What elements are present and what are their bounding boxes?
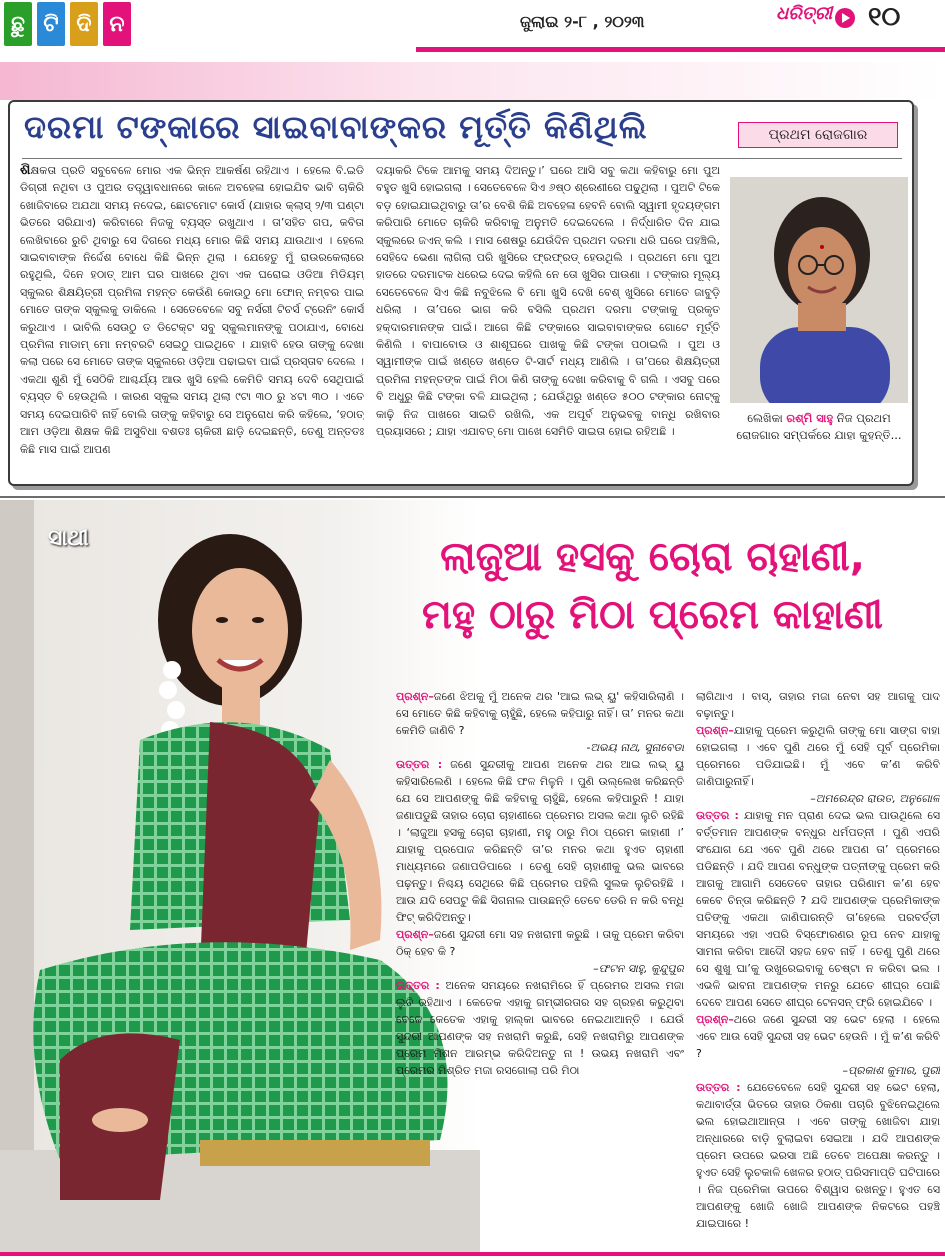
headline-line-1: ଲାଜୁଆ ହସକୁ ଚୋରା ଚାହାଣୀ,: [440, 534, 865, 580]
question-label: ପ୍ରଶ୍ନ–: [696, 724, 734, 737]
masthead: [0, 0, 945, 62]
answer-label: ଉତ୍ତର :: [396, 758, 443, 771]
logo-letter-3: ଦି: [70, 2, 98, 46]
question-1-byline: -ଅଭୟ ନାଥ, ସୁନାବେଡା: [586, 741, 684, 754]
qa-block-4: [696, 1011, 940, 1232]
article1-column-1: [20, 162, 364, 482]
article1-column-2: [376, 162, 720, 482]
article1-col1-text: କ୍ଷକତା ପ୍ରତି ସବୁବେଳେ ମୋର ଏକ ଭିନ୍ନ ଆକର୍ଷଣ ରହିଥାଏ । ହେଲେ ବି.ଇଡି ଡିଗ୍ରୀ ନଥିବା ଓ ପୁଅର ତତ୍ତ୍ୱାବଧାନରେ କାଳେ ଅବହେଳା ହୋଇଯିବ ଭାବି ଚାକିରି ଖୋଜିବାରେ ଅଯଥା ସମୟ ନଦେଇ, ଛୋଟମୋଟ କୋର୍ସ (ଯାହାର କ୍ଲାସ୍ ୨/୩ ଘଣ୍ଟା ଭିତରେ ସରିଯାଏ) କରିବାରେ ନିଜକୁ ବ୍ୟସ୍ତ ରଖୁଥାଏ । ତା’ସହିତ ଗପ, କବିତା ଲେଖିବାରେ ରୁଚି ଥିବାରୁ ସେ ଦିଗରେ ମଧ୍ୟ ମୋର କିଛି ସମୟ ଯାଉଥାଏ । ହେଲେ ସାଇବାବାଙ୍କ ନିର୍ଦ୍ଦେଶ ବୋଧେ କିଛି ଭିନ୍ନ ଥିଲା । ଯେହେତୁ ମୁଁ ରାଉରକେଲାରେ ରହୁଥିଲି, ଦିନେ ହଠାତ୍ ଆମ ଘର ପାଖରେ ଥିବା ଏକ ଘରୋଇ ଓଡିଆ ମିଡିୟମ୍ ସ୍କୁଲର ଶିକ୍ଷୟିତ୍ରୀ ପ୍ରମିଳା ମହନ୍ତ କେଉଁଣି କୋଉଠୁ ମୋ ଫୋନ୍ ନମ୍ବର ପାଇ ମୋତେ ତାଙ୍କ ସ୍କୁଲକୁ ଡାକିଲେ । ସେତେବେଳେ ସବୁ ନର୍ସରୀ ଟିଚର୍ସ ଟ୍ରେନିଂ କୋର୍ସ କରୁଥାଏ । ଭାବିଲି ସେଉଠୁ ତ ଡିଟେକ୍ଟ ସବୁ ସ୍କୁଲମାନଙ୍କୁ ପଠାଯାଏ, ବୋଧେ ପ୍ରମିଳା ମାଡାମ୍ ମୋ ନମ୍ବରଟି ସେଇଠୁ ପାଇଥିବେ । ଯାହାବି ହେଉ ତାଙ୍କୁ ଦେଖା କଲା ପରେ ସେ ମୋତେ ତାଙ୍କ ସ୍କୁଲରେ ଓଡ଼ିଆ ପଢାଇବା ପାଇଁ ପ୍ରସ୍ତାବ ଦେଲେ । ଏକଥା ଶୁଣି ମୁଁ ସେଠିକି ଆଶ୍ଚର୍ଯ୍ୟ ଆଉ ଖୁସି ହେଲି କେମିତି ସମୟ ଦେବି ସେଥିପାଇଁ ବ୍ୟସ୍ତ ବି ହେଉଥିଲି । କାରଣ ସ୍କୁଲ ସମୟ ଥିଲା ୯ଟା ୩୦ ରୁ ୪ଟା ୩୦ । ଏତେ ସମୟ ଦେଇପାରିବି ନାହିଁ ବୋଲି ତାଙ୍କୁ କହିବାରୁ ସେ ଅନୁରୋଧ କରି କହିଲେ, ‘ହଠାତ୍ ଆମ ଓଡ଼ିଆ ଶିକ୍ଷକ କିଛି ଅସୁବିଧା ବଶତଃ ଚାକିରୀ ଛାଡ଼ି ଦେଇଛନ୍ତି, ତେଣୁ ଅନ୍ତତଃ କିଛି ମାସ ପାଇଁ ଆପଣ: [20, 164, 364, 456]
headline-line-2: ମହୁ ଠାରୁ ମିଠା ପ୍ରେମ କାହାଣୀ: [421, 592, 884, 638]
author-name: ରଶ୍ମି ସାହୁ: [786, 411, 834, 425]
answer-label: ଉତ୍ତର :: [696, 1081, 741, 1094]
article1-headline: ଦରମା ଟଙ୍କାରେ ସାଇବାବାଙ୍କର ମୂର୍ତ୍ତି କିଣିଥିଲି: [24, 108, 648, 146]
brand-logo: ଧରିତ୍ରୀ: [776, 3, 833, 24]
answer-2-continued: ଲାଗିଥାଏ । ବାସ୍, ତାହାର ମଜା ନେବା ସହ ଆଗକୁ ପାଦ ବଢ଼ାନ୍ତୁ।: [696, 690, 940, 720]
logo-letter-2: ଟି: [37, 2, 65, 46]
author-photo: [730, 177, 908, 403]
qa-block-1: [396, 688, 684, 926]
answer-2: ଅନେକ ସମୟରେ ନଖରାମିରେ ହିଁ ପ୍ରେମର ଅସଲ ମଜା ଲୁଚି ରହିଥାଏ । କେତେକ ଏହାକୁ ଗମ୍ଭୀରତାର ସହ ଗ୍ରହଣ କରୁଥିବା ବେଳେ କେତେକ ଏହାକୁ ହାଲ୍କା ଭାବରେ ନେଇଥାଆନ୍ତି । ଯେଉଁ ସୁନ୍ଦରୀ ଆପଣଙ୍କ ସହ ନଖରାମି କରୁଛି, ସେହି ନଖରାମିରୁ ଆପଣଙ୍କ ପ୍ରେମ ମିଶନ ଆରମ୍ଭ କରିଦିଅନ୍ତୁ ନା ! ଉଭୟ ନଖରାମି ଏବଂ ପ୍ରେମର ମିଶ୍ରିତ ମଜା ରସଗୋଲା ପରି ମିଠା: [396, 979, 684, 1077]
answer-4: ଯେତେବେଳେ ସେହି ସୁନ୍ଦରୀ ସହ ଭେଟ ହେଲା, କଥାବାର୍ତ୍ତା ଭିତରେ ତାହାର ଠିକଣା ପଚାରି ବୁଝିନେଇଥିଲେ ଭଲ ହୋଇଥାଆନ୍ତା । ଏବେ ତାଙ୍କୁ ଖୋଜିବା ଯାହା ଅନ୍ଧାରରେ ବାଡ଼ି ବୁଲାଇବା ସେଇଆ । ଯଦି ଆପଣଙ୍କ ପ୍ରେମ ଉପରେ ଭରସା ଅଛି ତେବେ ଅପେକ୍ଷା କରନ୍ତୁ । ହୁଏତ ସେହି ଲୁଚକାଳି ଖେଳର ହଠାତ୍ ପରିସମାପ୍ତି ଘଟିପାରେ । ନିଜ ପ୍ରେମିକା ଉପରେ ବିଶ୍ୱାସ ରଖନ୍ତୁ। ହୁଏତ ସେ ଆପଣଙ୍କୁ ଖୋଜି ଖୋଜି ଆପଣଙ୍କ ନିକଟରେ ପହଞ୍ଚି ଯାଇପାରେ !: [696, 1081, 940, 1230]
article1-divider: [22, 158, 902, 159]
qa-block-3: [696, 722, 940, 1011]
author-portrait-illustration: [730, 177, 908, 403]
answer-label: ଉତ୍ତର :: [696, 809, 739, 822]
caption-prefix: ଲେଖିକା: [747, 411, 787, 425]
question-1: ଜଣେ ଝିଅକୁ ମୁଁ ଅନେକ ଥର 'ଆଇ ଲଭ୍ ୟୁ' କହିସାରିଲାଣି । ସେ ମୋତେ କିଛି କହିବାକୁ ଚାହୁଁଛି, ହେଲେ କହିପାରୁ ନାହିଁ। ତା’ ମନର କଥା କେମିତି ଜାଣିବି ?: [396, 690, 684, 737]
qa-column-2: [696, 688, 940, 1238]
answer-1: ଜଣେ ସୁନ୍ଦରୀକୁ ଆପଣ ଅନେକ ଥର ଆଇ ଲଭ୍ ୟୁ କହିସାରିଲେଣି । ହେଲେ କିଛି ଫଳ ମିଳୁନି । ପୁଣି ଉଲ୍ଲେଖ କରିଛନ୍ତି ଯେ ସେ ଆପଣଙ୍କୁ କିଛି କହିବାକୁ ଚାହୁଁଛି, ହେଲେ କହିପାରୁନି ! ଯାହା ଜଣାପଡୁଛି ତାହାର ଚୋରା ଚାହାଣୀରେ ପ୍ରେମର ଅସଲ କଥା ଲୁଚି ରହିଛି । ‘ଲାଜୁଆ ହସକୁ ଚୋରା ଚାହାଣୀ, ମହୁ ଠାରୁ ମିଠା ପ୍ରେମ କାହାଣୀ ।’ ଯାହାକୁ ପ୍ରପୋଜ କରିଛନ୍ତି ତା’ର ମନର କଥା ହୁଏତ ଚାହାଣୀ ମାଧ୍ୟମରେ ଜଣାପଡିପାରେ । ତେଣୁ ସେହି ଚାହାଣୀକୁ ଭଲ ଭାବରେ ପଢ଼ନ୍ତୁ। ନିଶ୍ଚୟ ସେଥିରେ କିଛି ପ୍ରେମର ପହିଲି ସୁଲକ ଲୁଚିରହିଛି । ଆଉ ଯଦି ସେପଟୁ କିଛି ସିଗନାଲ ପାଉଛନ୍ତି ତେବେ ଡେରି ନ କରି ବନ୍ଧି ଫିଟ୍ କରିଦିଅନ୍ତୁ।: [396, 758, 684, 924]
section-label: ସାଥୀ: [48, 526, 89, 551]
author-caption: [730, 410, 908, 444]
question-label: ପ୍ରଶ୍ନ–: [396, 928, 434, 941]
issue-date: ଜୁଲାଇ ୨-୮ , ୨୦୨୩: [520, 12, 645, 31]
section-divider: [0, 496, 945, 498]
header-rule: [416, 47, 945, 52]
question-4-byline: –ପ୍ରକାଶ କୁମାର, ପୁରୀ: [842, 1064, 940, 1077]
logo-letter-4: ନ: [103, 2, 131, 46]
article2-headline: [360, 528, 945, 644]
question-label: ପ୍ରଶ୍ନ–: [396, 690, 434, 703]
caption-suffix: ନିଜ ପ୍ରଥମ ରୋଜଗାର ସମ୍ପର୍କରେ ଯାହା କୁହନ୍ତି...: [736, 411, 902, 442]
article1-tag: ପ୍ରଥମ ରୋଜଗାର: [738, 122, 898, 148]
article1-col2-text: ଦୟାକରି ଟିକେ ଆମକୁ ସମୟ ଦିଅନ୍ତୁ।’ ଘରେ ଆସି ସବୁ କଥା କହିବାରୁ ମୋ ପୁଅ ବହୁତ ଖୁସି ହୋଇଗଲା । ସେତେବେଳେ ସିଏ ୬ଷ୍ଠ ଶ୍ରେଣୀରେ ପଢୁଥିଲା । ପୁଅଟି ଟିକେ ବଡ଼ ହୋଇଯାଇଥିବାରୁ ତା’ର ବେଶି କିଛି ଅବହେଳା ହେବନି ବୋଲି ସ୍ୱାମୀ ହୃଦୟଙ୍ଗମ କରିପାରି ମୋତେ ଚାକିରି କରିବାକୁ ଅନୁମତି ଦେଇଦେଲେ । ନିର୍ଦ୍ଧାରିତ ଦିନ ଯାଇ ସ୍କୁଲରେ ଜଏନ୍ କଲି । ମାସ ଶେଷରୁ ଯେଉଁଦିନ ପ୍ରଥମ ଦରମା ଧରି ଘରେ ପହଞ୍ଚିଲି, ସେହିଦେ ଭେଣା ଲାଗିଲା ପରି ଖୁସିରେ ଫ୍ରଫ୍ରଡ୍ ହେଉଥିଲି । ପ୍ରଥମେ ମୋ ପୁଅ ହାତରେ ଦରମାଟକ ଧରେଇ ଦେଇ କହିଲି ନେ ତୋ ଖୁସିର ପାଉଣା । ଟଙ୍କାର ମୂଲ୍ୟ ସେତେବେଳେ ସିଏ କିଛି ନବୁଝିଲେ ବି ମୋ ଖୁସି ଦେଖି ବେଶ୍ ଖୁସିରେ ମୋତେ ଜାବୁଡ଼ି ଧରିଲା । ତା’ପରେ ଭାଗ କରି ବସିଲି ପ୍ରଥମ ଦରମା ଟଙ୍କାକୁ ପ୍ରକୃତ ହକ୍‌ଦାରମାନଙ୍କ ପାଇଁ। ଆଗେ କିଛି ଟଙ୍କାରେ ସାଇବାବାଙ୍କର ଗୋଟେ ମୂର୍ତ୍ତି କିଣିଲି । ବାପାବୋଉ ଓ ଶାଶୂଘରେ ପାଖକୁ କିଛି ଟଙ୍କା ପଠାଇଲି । ପୁଅ ଓ ସ୍ୱାମୀଙ୍କ ପାଇଁ ଖଣ୍ଡେ ଖଣ୍ଡେ ଟି-ସାର୍ଟ ମଧ୍ୟ ଆଣିଲି । ତା’ପରେ ଶିକ୍ଷୟିତ୍ରୀ ପ୍ରମିଳା ମହନ୍ତଙ୍କ ପାଇଁ ମିଠା କିଣି ତାଙ୍କୁ ଦେଖା କରିବାକୁ ବି ଗଲି । ଏସବୁ ପରେ ବି ଅଧୁରୁ କିଛି ଟଙ୍କା ବଳି ଯାଇଥିଲା ; ଯେଉଁଥିରୁ ଖଣ୍ଡେ ୫୦୦ ଟଙ୍କାର ନୋଟ୍‌କୁ କାଢ଼ି ନିଜ ପାଖରେ ସାଇତି ରଖିଲି, ଏକ ଅପୂର୍ବ ଅନୁଭବକୁ ବାନ୍ଧି ରଖିବାର ପ୍ରୟାସରେ ; ଯାହା ଏଯାବତ୍ ମୋ ପାଖେ ସେମିତି ସାଇତା ହୋଇ ରହିଅଛି ।: [376, 164, 720, 439]
footer-rule: [0, 1252, 945, 1256]
page-number: ୧୦: [868, 2, 901, 32]
first-earning-article: [8, 100, 914, 486]
question-label: ପ୍ରଶ୍ନ–: [696, 1013, 734, 1026]
question-4: ଥରେ ଜଣେ ସୁନ୍ଦରୀ ସହ ଭେଟ ହେଲା । ହେଲେ ଏବେ ଆଉ ସେହି ସୁନ୍ଦରୀ ସହ ଭେଟ ହେଉନି । ମୁଁ କ’ଣ କରିବି ?: [696, 1013, 940, 1060]
question-2: ଜଣେ ସୁନ୍ଦରୀ ମୋ ସହ ନଖରାମୀ କରୁଛି । ତାକୁ ପ୍ରେମ କରିବା ଠିକ୍ ହେବ କି ?: [396, 928, 684, 958]
question-2-byline: –ଫଟନ ସାହୁ, କୁନ୍ଦୁପୁର: [593, 962, 684, 975]
drop-cap: ଶି: [20, 162, 31, 178]
play-icon: [835, 8, 855, 28]
question-3: ଯାହାକୁ ପ୍ରେମ କରୁଥିଲି ତାଙ୍କୁ ମୋ ସାଙ୍ଗ ବାହା ହୋଇଗଲା । ଏବେ ପୁଣି ଥରେ ମୁଁ ସେହି ପୂର୍ବ ପ୍ରେମିକା ପ୍ରେମରେ ପଡିଯାଇଛି। ମୁଁ ଏବେ କ’ଣ କରିବି ଜାଣିପାରୁନାହିଁ।: [696, 724, 940, 788]
question-3-byline: –ଅମରେନ୍ଦ୍ର ରାଉତ, ଅନୁଗୋଳ: [810, 792, 940, 805]
qa-block-2: [396, 926, 684, 1079]
logo-letter-1: ଛୁ: [4, 2, 32, 46]
answer-label: ଉତ୍ତର :: [396, 979, 440, 992]
answer-3: ଯାହାକୁ ମନ ପ୍ରାଣ ଦେଇ ଭଲ ପାଉଥିଲେ ସେ ବର୍ତ୍ତମାନ ଆପଣଙ୍କ ବନ୍ଧୁର ଧର୍ମପତ୍ନୀ । ପୁଣି ଏପରି ସଂଯୋଗ ଯେ ଏବେ ପୁଣି ଥରେ ଆପଣ ତା’ ପ୍ରେମରେ ପଡିଛନ୍ତି । ଯଦି ଆପଣ ବନ୍ଧୁଙ୍କ ପତ୍ନୀଙ୍କୁ ପ୍ରେମ କରି ଆଗକୁ ଆଗାମି ସେତେବେ ତାହାର ପରିଣାମ କ’ଣ ହେବ କେବେ ଚିନ୍ତା କରିଛନ୍ତି ? ଯଦି ଆପଣଙ୍କ ପ୍ରେମିକାଙ୍କ ପତିଙ୍କୁ ଏକଥା ଜାଣିପାରନ୍ତି ତା’ହେଲେ ପରବର୍ତ୍ତୀ ସମୟରେ ଏହା ଏପରି ବିସ୍ଫୋରଣର ରୂପ ନେବ ଯାହାକୁ ସାମନା କରିବା ଆଦୌ ସହଜ ହେବ ନାହିଁ । ତେଣୁ ପୁଣି ଥରେ ସେ ଶୁଖୁ ଘା’କୁ ଉଖୁରେଇବାକୁ ଚେଷ୍ଟା ନ କରିବା ଭଲ । ଏଭଳି ଭାବନା ଆପଣଙ୍କ ମନରୁ ଯେତେ ଶୀଘ୍ର ପୋଛି ଦେବେ ଆପଣ ସେତେ ଶୀଘ୍ର ଟେନସନ୍ ଫ୍ରି ହୋଇଯିବେ ।: [696, 809, 940, 1009]
qa-column-1: [396, 688, 684, 1238]
